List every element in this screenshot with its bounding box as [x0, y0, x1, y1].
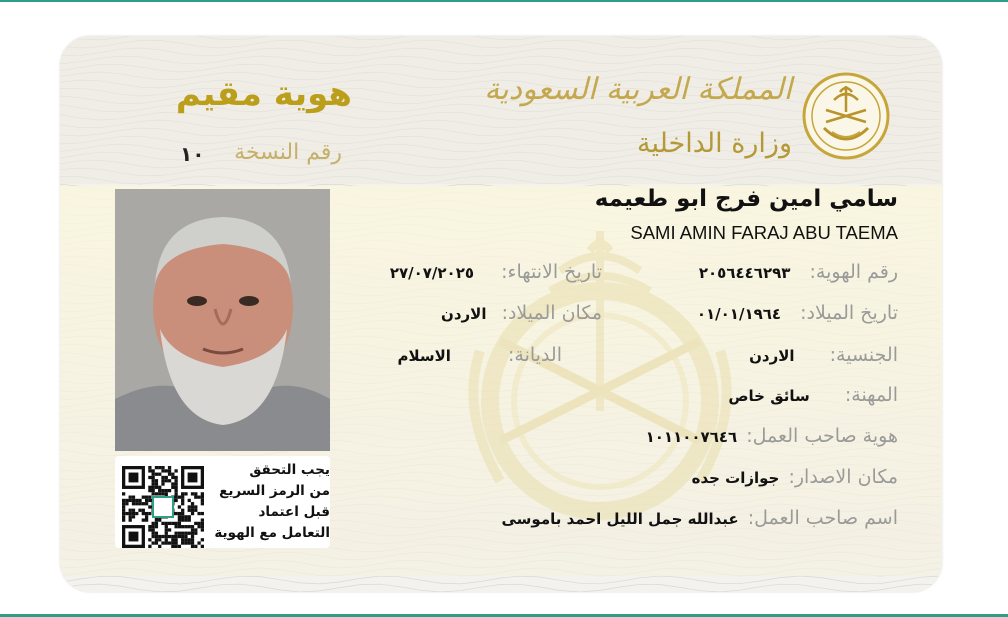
qr-module — [145, 499, 148, 502]
qr-module — [155, 492, 158, 495]
holder-name-arabic: سامي امين فرج ابو طعيمه — [594, 186, 898, 212]
qr-module — [174, 545, 177, 548]
copy-number-value: ١٠ — [180, 142, 205, 166]
qr-module — [148, 512, 151, 515]
qr-module — [178, 545, 181, 548]
qr-module — [148, 469, 151, 472]
qr-module — [171, 538, 174, 541]
qr-module — [148, 476, 151, 479]
qr-module — [122, 499, 125, 502]
field-id-number — [699, 261, 898, 283]
qr-module — [158, 518, 161, 521]
qr-module — [168, 469, 171, 472]
qr-module — [171, 535, 174, 538]
qr-module — [174, 512, 177, 515]
qr-module — [145, 518, 148, 521]
qr-module — [155, 473, 158, 476]
qr-module — [125, 502, 128, 505]
qr-module — [152, 525, 155, 528]
qr-module — [174, 525, 177, 528]
qr-module — [132, 512, 135, 515]
copy-number-label: رقم النسخة — [234, 140, 342, 165]
qr-module — [148, 538, 151, 541]
qr-module — [129, 518, 132, 521]
qr-module — [148, 496, 151, 499]
qr-module — [148, 525, 151, 528]
field-label: مكان الميلاد: — [501, 302, 602, 324]
qr-module — [135, 499, 138, 502]
field-label: اسم صاحب العمل: — [747, 507, 898, 529]
qr-module — [161, 469, 164, 472]
qr-module — [122, 502, 125, 505]
qr-module — [174, 538, 177, 541]
qr-module — [168, 479, 171, 482]
qr-module — [161, 476, 164, 479]
qr-module — [125, 512, 128, 515]
field-label: رقم الهوية: — [809, 261, 898, 283]
field-birth-date — [697, 302, 898, 324]
qr-module — [138, 509, 141, 512]
field-employer-name — [502, 507, 899, 529]
qr-module — [152, 522, 155, 525]
field-value: الاردن — [749, 347, 795, 365]
qr-module — [155, 522, 158, 525]
qr-module — [174, 522, 177, 525]
qr-module — [155, 518, 158, 521]
qr-module — [148, 505, 151, 508]
qr-module — [165, 479, 168, 482]
qr-module — [148, 499, 151, 502]
qr-module — [168, 473, 171, 476]
qr-module — [152, 532, 155, 535]
qr-module — [152, 473, 155, 476]
qr-module — [174, 486, 177, 489]
field-employer-id — [646, 425, 898, 447]
field-occupation — [728, 384, 898, 406]
verify-line: من الرمز السريع — [219, 483, 330, 499]
qr-module — [165, 525, 168, 528]
qr-module — [201, 545, 204, 548]
qr-module — [161, 489, 164, 492]
qr-module — [152, 479, 155, 482]
top-border — [0, 0, 1008, 2]
qr-module — [168, 466, 171, 469]
id-card — [60, 36, 942, 592]
qr-module — [174, 492, 177, 495]
qr-module — [158, 535, 161, 538]
qr-module — [155, 532, 158, 535]
qr-module — [132, 496, 135, 499]
qr-module — [122, 518, 125, 521]
qr-module — [194, 545, 197, 548]
qr-module — [165, 476, 168, 479]
qr-module — [161, 466, 164, 469]
qr-finder — [129, 473, 139, 483]
qr-module — [191, 545, 194, 548]
qr-module — [165, 528, 168, 531]
qr-center-logo — [153, 497, 173, 517]
qr-module — [152, 482, 155, 485]
qr-module — [148, 466, 151, 469]
qr-module — [135, 512, 138, 515]
qr-module — [132, 509, 135, 512]
qr-module — [155, 486, 158, 489]
qr-module — [165, 541, 168, 544]
qr-module — [174, 482, 177, 485]
qr-module — [148, 489, 151, 492]
field-religion — [397, 344, 602, 366]
field-value: الاردن — [441, 305, 487, 323]
qr-module — [174, 476, 177, 479]
qr-module — [165, 535, 168, 538]
holder-name-english: SAMI AMIN FARAJ ABU TAEMA — [630, 222, 898, 243]
verify-line: يجب التحقق — [249, 462, 330, 478]
qr-module — [155, 525, 158, 528]
qr-module — [174, 535, 177, 538]
verify-line: قبل اعتماد — [258, 504, 330, 520]
verify-line: التعامل مع الهوية — [214, 525, 330, 541]
qr-module — [152, 476, 155, 479]
qr-module — [161, 522, 164, 525]
qr-module — [125, 499, 128, 502]
qr-module — [142, 502, 145, 505]
qr-module — [165, 492, 168, 495]
field-label: مكان الاصدار: — [788, 466, 898, 488]
qr-module — [129, 509, 132, 512]
field-label: هوية صاحب العمل: — [746, 425, 898, 447]
qr-module — [145, 515, 148, 518]
qr-module — [165, 538, 168, 541]
qr-module — [171, 545, 174, 548]
qr-module — [174, 469, 177, 472]
qr-module — [145, 512, 148, 515]
qr-module — [174, 496, 177, 499]
field-label: الجنسية: — [829, 344, 898, 366]
qr-module — [152, 489, 155, 492]
field-birth-place — [441, 302, 602, 324]
qr-module — [165, 532, 168, 535]
field-value: عبدالله جمل الليل احمد باموسى — [501, 510, 739, 528]
qr-module — [171, 522, 174, 525]
portrait-image — [115, 189, 330, 451]
field-label: المهنة: — [844, 384, 898, 406]
qr-module — [171, 541, 174, 544]
qr-module — [132, 515, 135, 518]
qr-module — [152, 492, 155, 495]
field-label: الديانة: — [508, 344, 562, 366]
qr-module — [129, 515, 132, 518]
qr-module — [174, 541, 177, 544]
qr-module — [122, 492, 125, 495]
holder-photo — [115, 189, 330, 451]
qr-module — [161, 535, 164, 538]
field-value: ٠١/٠١/١٩٦٤ — [696, 305, 782, 323]
qr-module — [168, 528, 171, 531]
qr-module — [129, 512, 132, 515]
qr-module — [142, 518, 145, 521]
qr-module — [174, 532, 177, 535]
qr-module — [155, 479, 158, 482]
qr-module — [152, 541, 155, 544]
qr-module — [145, 502, 148, 505]
qr-module — [142, 496, 145, 499]
qr-module — [158, 489, 161, 492]
qr-module — [129, 499, 132, 502]
field-label: تاريخ الانتهاء: — [501, 261, 602, 283]
qr-module — [155, 541, 158, 544]
field-nationality — [749, 344, 898, 366]
qr-module — [142, 509, 145, 512]
qr-module — [152, 535, 155, 538]
card-title: هوية مقيم — [175, 74, 352, 114]
qr-module — [155, 466, 158, 469]
verify-notice — [180, 460, 330, 544]
qr-module — [168, 489, 171, 492]
qr-module — [122, 505, 125, 508]
qr-module — [174, 479, 177, 482]
qr-module — [171, 476, 174, 479]
qr-module — [174, 489, 177, 492]
ministry-name: وزارة الداخلية — [637, 128, 792, 159]
field-issue-place — [692, 466, 898, 488]
field-expiry-date — [390, 261, 602, 283]
field-value: سائق خاص — [728, 387, 810, 405]
qr-module — [158, 486, 161, 489]
qr-module — [168, 522, 171, 525]
qr-module — [158, 473, 161, 476]
qr-module — [135, 502, 138, 505]
qr-module — [148, 528, 151, 531]
qr-module — [155, 535, 158, 538]
qr-module — [158, 466, 161, 469]
qr-module — [171, 473, 174, 476]
qr-module — [152, 486, 155, 489]
field-value: ١٠١١٠٠٧٦٤٦ — [645, 428, 738, 446]
qr-module — [168, 535, 171, 538]
qr-module — [158, 545, 161, 548]
field-value: ٢٠٥٦٤٤٦٢٩٣ — [698, 264, 791, 282]
qr-module — [171, 486, 174, 489]
qr-module — [148, 486, 151, 489]
qr-finder — [129, 532, 139, 542]
field-value: جوازات جده — [691, 469, 780, 487]
qr-module — [158, 538, 161, 541]
kingdom-name: المملكة العربية السعودية — [484, 72, 792, 107]
qr-module — [155, 538, 158, 541]
qr-module — [122, 515, 125, 518]
guilloche-line — [60, 576, 940, 584]
qr-module — [161, 482, 164, 485]
qr-module — [132, 499, 135, 502]
qr-module — [158, 492, 161, 495]
saudi-emblem-icon — [802, 72, 890, 160]
qr-module — [138, 502, 141, 505]
qr-module — [165, 489, 168, 492]
qr-module — [148, 545, 151, 548]
qr-module — [161, 541, 164, 544]
qr-module — [165, 522, 168, 525]
qr-module — [122, 509, 125, 512]
qr-module — [171, 482, 174, 485]
qr-module — [165, 469, 168, 472]
qr-module — [155, 482, 158, 485]
qr-module — [168, 541, 171, 544]
qr-module — [174, 499, 177, 502]
qr-module — [161, 492, 164, 495]
qr-module — [152, 469, 155, 472]
qr-module — [138, 499, 141, 502]
qr-module — [122, 512, 125, 515]
field-value: الاسلام — [397, 347, 451, 365]
qr-module — [161, 479, 164, 482]
qr-module — [152, 528, 155, 531]
qr-module — [132, 502, 135, 505]
guilloche-line — [60, 584, 940, 592]
qr-module — [142, 512, 145, 515]
qr-module — [145, 496, 148, 499]
field-label: تاريخ الميلاد: — [800, 302, 898, 324]
field-value: ٢٧/٠٧/٢٠٢٥ — [389, 264, 475, 282]
qr-module — [129, 496, 132, 499]
